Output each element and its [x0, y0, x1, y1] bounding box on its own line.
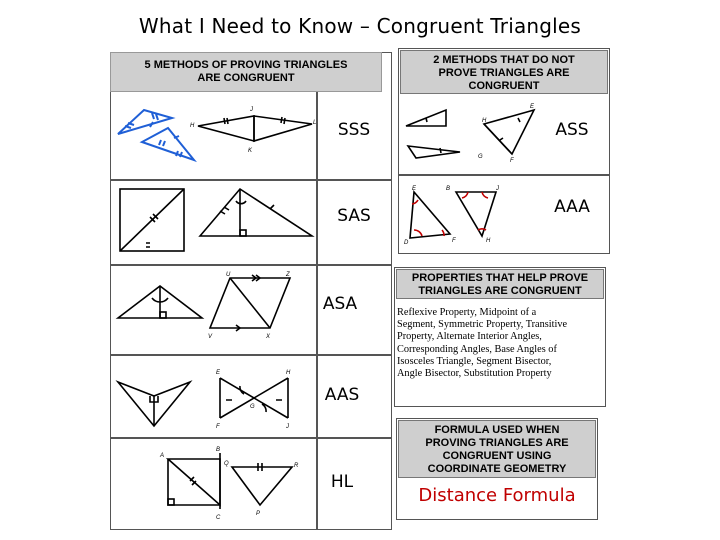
header-line: PROVE TRIANGLES ARE	[438, 67, 570, 79]
ass-diagram	[400, 96, 550, 174]
aaa-diagram	[400, 178, 510, 250]
property-line: Segment, Symmetric Property, Transitive	[397, 319, 568, 331]
header-line: TRIANGLES ARE CONGRUENT	[418, 285, 582, 297]
vertex-label: U	[226, 272, 231, 278]
formula-header	[398, 420, 596, 478]
vertex-label: K	[248, 148, 253, 154]
asa-diagram	[112, 266, 316, 354]
vertex-label: V	[208, 334, 213, 340]
sas-diagram	[112, 181, 316, 263]
properties-header	[396, 269, 604, 299]
vertex-label: Z	[286, 272, 290, 278]
vertex-label: H	[482, 118, 487, 124]
properties-list	[397, 307, 605, 380]
header-line: 2 METHODS THAT DO NOT	[433, 54, 575, 66]
vertex-label: P	[256, 511, 261, 517]
header-line: CONGRUENT	[468, 80, 540, 92]
vertex-label: F	[452, 238, 456, 244]
property-line: Angle Bisector, Substitution Property	[397, 368, 552, 380]
aas-diagram	[112, 356, 316, 437]
method-sas: SAS	[337, 206, 371, 226]
header-line: CONGRUENT USING	[442, 450, 552, 462]
row-divider	[398, 174, 610, 176]
vertex-label: D	[404, 240, 409, 246]
header-line: PROPERTIES THAT HELP PROVE	[411, 272, 589, 284]
vertex-label: E	[412, 186, 417, 192]
property-line: Property, Alternate Interior Angles,	[397, 331, 542, 343]
method-aaa: AAA	[554, 197, 590, 217]
formula-value: Distance Formula	[418, 485, 576, 506]
header-line: PROVING TRIANGLES ARE	[425, 437, 569, 449]
vertex-label: J	[286, 424, 289, 430]
proving-methods-header	[110, 52, 382, 92]
header-line: 5 METHODS OF PROVING TRIANGLES	[144, 59, 348, 71]
vertex-label: F	[510, 158, 514, 164]
vertex-label: J	[496, 186, 499, 192]
vertex-label: H	[286, 370, 291, 376]
property-line: Corresponding Angles, Base Angles of	[397, 343, 557, 355]
method-asa: ASA	[322, 294, 358, 314]
vertex-label: G	[250, 404, 255, 410]
property-line: Isosceles Triangle, Segment Bisector,	[397, 355, 552, 367]
header-line: COORDINATE GEOMETRY	[427, 463, 567, 475]
slide-title: What I Need to Know – Congruent Triangles	[138, 14, 582, 38]
vertex-label: E	[216, 370, 221, 376]
vertex-label: Q	[224, 461, 229, 467]
hl-diagram	[112, 439, 316, 529]
vertex-label: L	[313, 120, 317, 126]
vertex-label: A	[160, 453, 165, 459]
vertex-label: X	[266, 334, 271, 340]
vertex-label: F	[216, 424, 220, 430]
vertex-label: R	[294, 463, 299, 469]
vertex-label: H	[486, 238, 491, 244]
method-sss: SSS	[337, 120, 371, 140]
non-proving-methods-header	[400, 50, 608, 94]
vertex-label: B	[446, 186, 451, 192]
vertex-label: B	[216, 447, 221, 453]
method-hl: HL	[330, 472, 354, 492]
property-line: Reflexive Property, Midpoint of a	[397, 307, 537, 318]
vertex-label: C	[216, 515, 221, 521]
vertex-label: H	[190, 123, 195, 129]
vertex-label: G	[478, 154, 483, 160]
method-aas: AAS	[324, 385, 360, 405]
sss-diagram	[112, 94, 316, 179]
vertex-label: E	[530, 104, 535, 110]
vertex-label: J	[250, 107, 253, 113]
header-line: FORMULA USED WHEN	[434, 424, 560, 436]
header-line: ARE CONGRUENT	[197, 72, 295, 84]
method-ass: ASS	[555, 120, 589, 140]
